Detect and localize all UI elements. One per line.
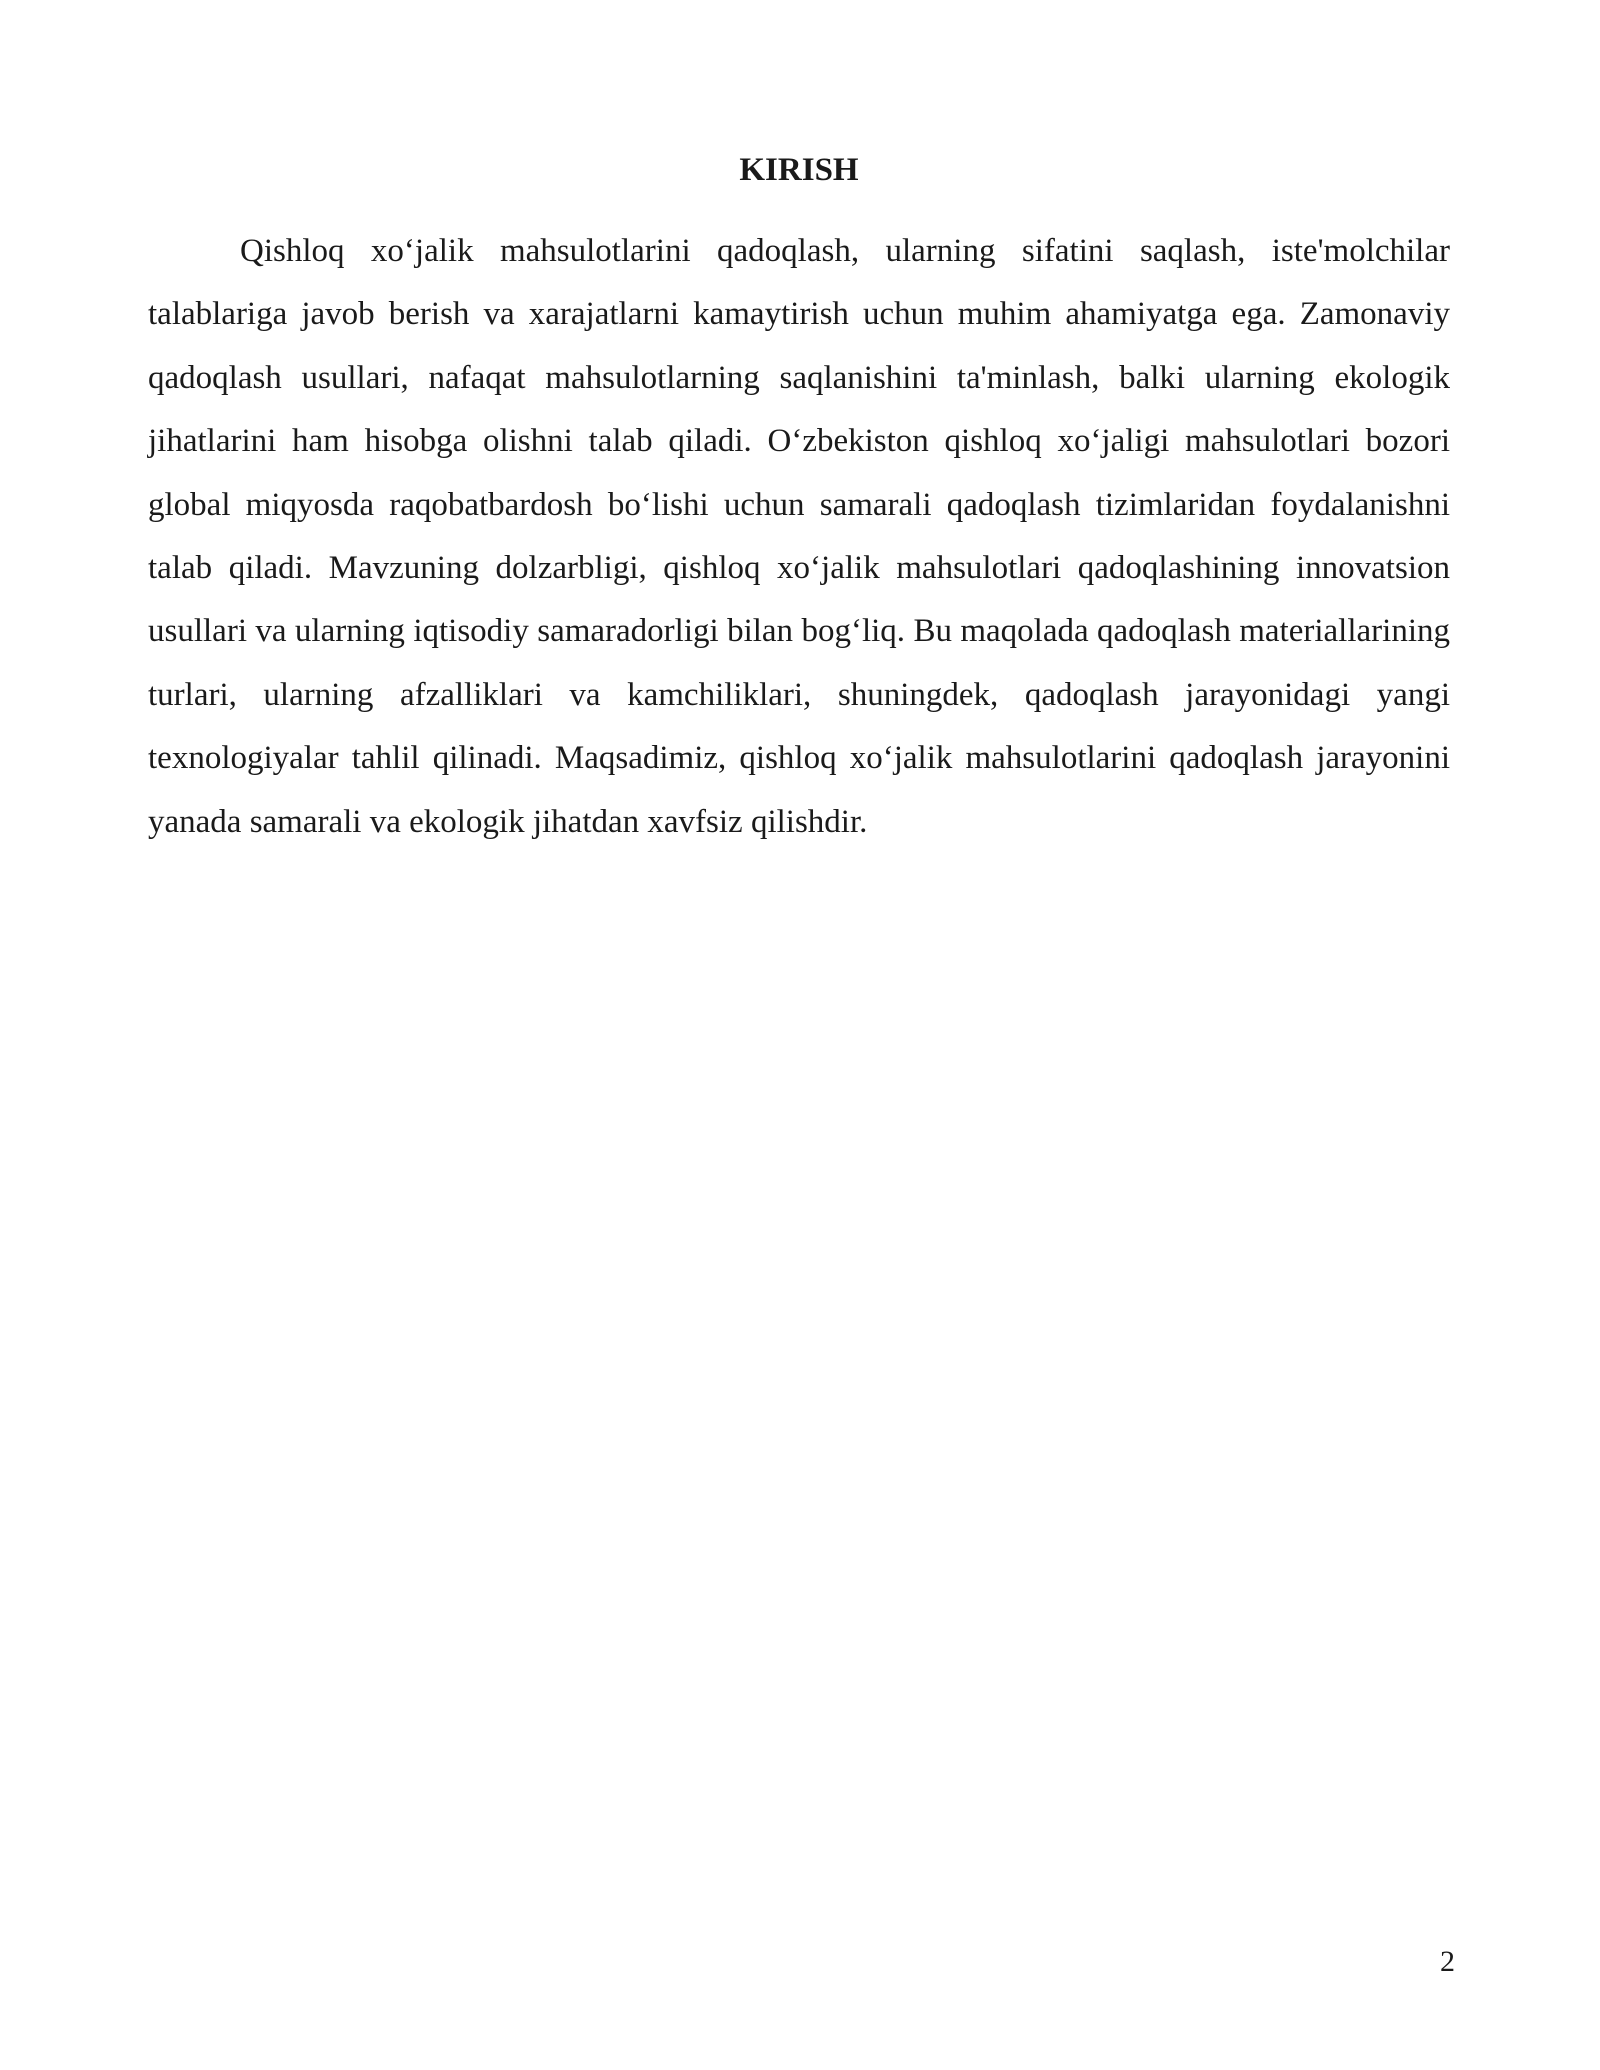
page-number: 2 xyxy=(1440,1945,1455,1978)
intro-paragraph: Qishloq xo‘jalik mahsulotlarini qadoqlash, ularning sifatini saqlash, iste'molchilar talablariga javob berish va xarajatlarni kamaytirish uchun muhim ahamiyatga ega. Zamonaviy qadoqlash usullari, nafaqat mahsulotlarning saqlanishini ta'minlash, balki ularning ekologik jihatlarini ham hisobga olishni talab qiladi. O‘zbekiston qishloq xo‘jaligi mahsulotlari bozori global miqyosda raqobatbardosh bo‘lishi uchun samarali qadoqlash tizimlaridan foydalanishni talab qiladi. Mavzuning dolzarbligi, qishloq xo‘jalik mahsulotlari qadoqlashining innovatsion usullari va ularning iqtisodiy samaradorligi bilan bog‘liq. Bu maqolada qadoqlash materiallarining turlari, ularning afzalliklari va kamchiliklari, shuningdek, qadoqlash jarayonidagi yangi texnologiyalar tahlil qilinadi. Maqsadimiz, qishloq xo‘jalik mahsulotlarini qadoqlash jarayonini yanada samarali va ekologik jihatdan xavfsiz qilishdir. xyxy=(148,233,1450,840)
section-heading: KIRISH xyxy=(739,152,859,188)
